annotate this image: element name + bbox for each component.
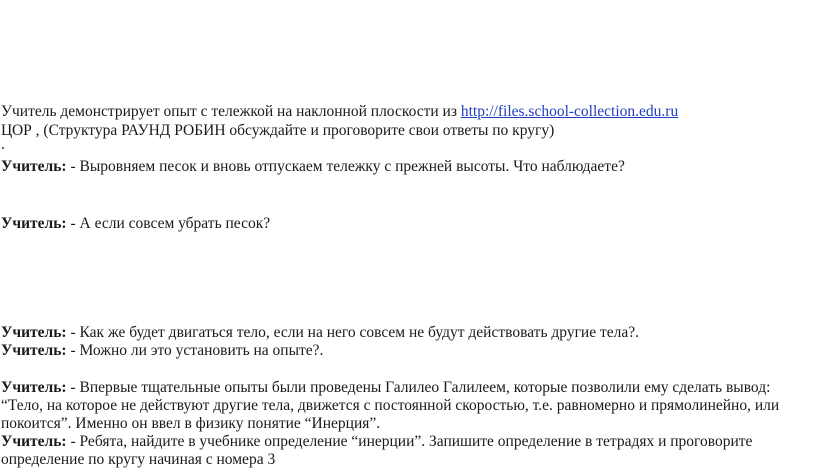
question-6-line-2: определение по кругу начиная с номера 3 (1, 451, 276, 468)
question-4-text: - Можно ли это установить на опыте?. (66, 342, 324, 359)
intro-text: Учитель демонстрирует опыт с тележкой на наклонной плоскости из (1, 103, 461, 120)
speaker-label: Учитель: (1, 158, 67, 175)
question-1 (1, 157, 625, 176)
speaker-label: Учитель: (1, 324, 67, 341)
question-5-text-1: - Впервые тщательные опыты были проведены Галилео Галилеем, которые позволили ему сделать вывод: (66, 379, 771, 396)
question-5-line-2: “Тело, на которое не действуют другие тела, движется с постоянной скоростью, т.е. равномерно и прямолинейно, или (1, 397, 780, 414)
speaker-label: Учитель: (1, 215, 67, 232)
question-2 (1, 214, 270, 233)
dot-line: . (1, 136, 5, 153)
speaker-label: Учитель: (1, 433, 67, 450)
question-5-line-3: покоится”. Именно он ввел в физику понятие “Инерция”. (1, 415, 381, 432)
school-collection-link[interactable]: http://files.school-collection.edu.ru (460, 103, 679, 120)
question-4 (1, 341, 323, 360)
question-6-text-1: - Ребята, найдите в учебнике определение “инерции”. Запишите определение в тетрадях и проговорите (66, 433, 753, 450)
question-5-line-1 (1, 378, 770, 397)
question-3-text: - Как же будет двигаться тело, если на него совсем не будут действовать другие тела?. (66, 324, 639, 341)
question-1-text: - Выровняем песок и вновь отпускаем тележку с прежней высоты. Что наблюдаете? (66, 158, 625, 175)
intro-line (1, 102, 678, 121)
speaker-label: Учитель: (1, 379, 67, 396)
question-6-line-1 (1, 432, 752, 451)
question-3 (1, 323, 639, 342)
speaker-label: Учитель: (1, 342, 67, 359)
structure-line: ЦОР , (Структура РАУНД РОБИН обсуждайте и проговорите свои ответы по кругу) (1, 122, 555, 139)
question-2-text: - А если совсем убрать песок? (66, 215, 271, 232)
